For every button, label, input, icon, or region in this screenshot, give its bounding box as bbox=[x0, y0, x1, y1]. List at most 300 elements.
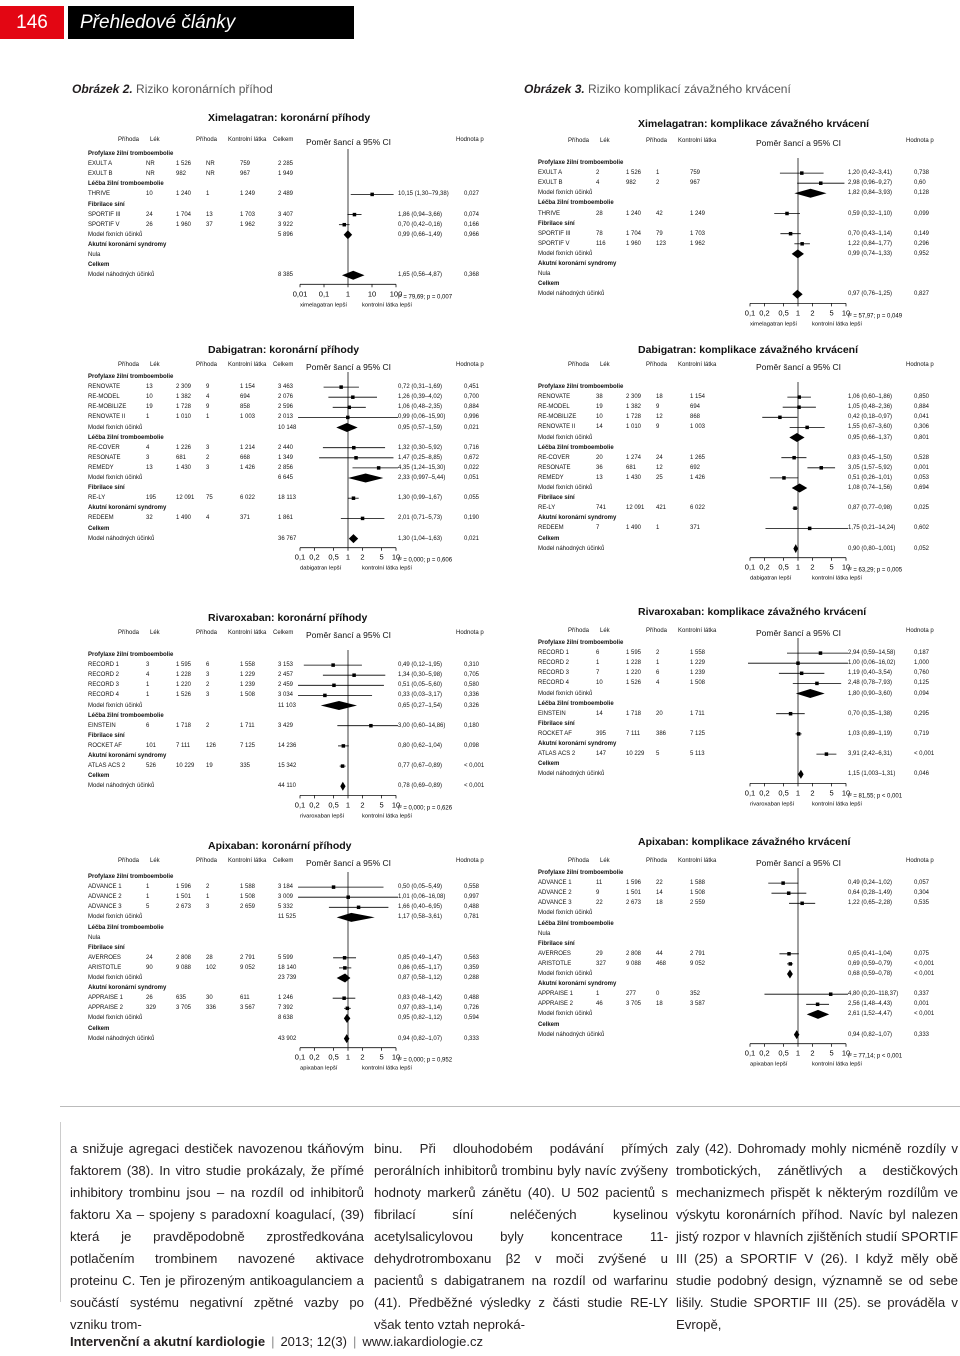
cell-a: 28 bbox=[596, 210, 603, 217]
cell-label: RENOVATE II bbox=[88, 414, 126, 421]
cell-ci: 1,20 (0,42–3,41) bbox=[848, 170, 893, 177]
pooled-diamond bbox=[344, 230, 352, 239]
cell-d: 1 703 bbox=[240, 211, 256, 218]
cell-d: 611 bbox=[240, 995, 250, 1002]
cell-p: 0,051 bbox=[464, 475, 480, 481]
favours-left-label: apixaban lepší bbox=[300, 1065, 338, 1072]
cell-label: Profylaxe žilní tromboembolie bbox=[538, 870, 624, 876]
cell-d: 1 962 bbox=[690, 240, 706, 247]
column-header: Poměr šancí a 95% CI bbox=[756, 362, 842, 372]
cell-label: RENOVATE II bbox=[538, 424, 576, 431]
tick-label: 0,5 bbox=[328, 552, 339, 562]
cell-e: 2 457 bbox=[278, 672, 294, 679]
point-estimate bbox=[793, 506, 797, 510]
cell-b: 635 bbox=[176, 995, 187, 1002]
cell-label: EINSTEIN bbox=[88, 722, 116, 729]
tick-label: 0,5 bbox=[778, 788, 789, 798]
cell-label: RENOVATE bbox=[88, 384, 121, 391]
cell-p: 0,996 bbox=[464, 414, 480, 421]
cell-a: 20 bbox=[596, 454, 603, 461]
cell-label: RE-LY bbox=[88, 495, 106, 502]
cell-b: 10 229 bbox=[176, 763, 195, 770]
favours-left-label: rivaroxaban lepší bbox=[750, 801, 795, 808]
point-estimate bbox=[785, 212, 789, 216]
cell-a: 13 bbox=[596, 474, 603, 481]
cell-ci: 0,83 (0,48–1,42) bbox=[398, 995, 443, 1002]
cell-label: RE-COVER bbox=[538, 454, 570, 461]
cell-d: 858 bbox=[240, 404, 251, 411]
cell-b: 7 111 bbox=[626, 730, 641, 737]
cell-label: Model náhodných účinků bbox=[538, 1031, 605, 1038]
cell-p: 0,781 bbox=[464, 914, 480, 921]
cell-ci: 1,86 (0,94–3,66) bbox=[398, 211, 443, 218]
pooled-diamond bbox=[787, 970, 793, 979]
tick-label: 5 bbox=[829, 562, 834, 572]
cell-label: Fibrilace síní bbox=[538, 940, 575, 947]
cell-label: SPORTIF III bbox=[88, 211, 121, 218]
cell-label: Profylaxe žilní tromboembolie bbox=[88, 374, 174, 380]
point-estimate bbox=[352, 496, 356, 500]
point-estimate bbox=[789, 712, 793, 716]
cell-d: 9 052 bbox=[240, 964, 256, 971]
cell-d: 1 558 bbox=[240, 662, 256, 669]
cell-e: 15 342 bbox=[278, 763, 297, 770]
cell-ci: 1,05 (0,48–2,36) bbox=[848, 404, 893, 411]
cell-d: 1 426 bbox=[240, 464, 256, 471]
favours-left-label: dabigatran lepší bbox=[300, 565, 342, 572]
cell-d: 1 711 bbox=[240, 722, 255, 729]
cell-label: Léčba žilní tromboembolie bbox=[538, 444, 614, 451]
column-header: Lék bbox=[150, 858, 160, 864]
cell-label: RESONATE bbox=[538, 464, 571, 471]
cell-d: 9 052 bbox=[690, 960, 706, 967]
cell-p: 0,488 bbox=[464, 995, 480, 1002]
pooled-diamond bbox=[794, 1030, 800, 1039]
point-estimate bbox=[797, 732, 801, 736]
cell-ci: 0,87 (0,58–1,12) bbox=[398, 975, 443, 981]
cell-b: 1 526 bbox=[176, 692, 192, 699]
cell-e: 3 009 bbox=[278, 894, 294, 901]
cell-c: 79 bbox=[656, 230, 663, 237]
point-estimate bbox=[332, 684, 336, 688]
tick-label: 1 bbox=[795, 562, 801, 572]
point-estimate bbox=[782, 476, 786, 480]
tick-label: 0,01 bbox=[292, 289, 308, 299]
cell-c: 44 bbox=[656, 950, 663, 957]
cell-ci: 0,77 (0,67–0,89) bbox=[398, 763, 443, 770]
cell-label: Celkem bbox=[88, 262, 110, 269]
cell-label: ADVANCE 1 bbox=[538, 880, 572, 887]
cell-p: 0,580 bbox=[464, 682, 480, 689]
cell-c: 1 bbox=[656, 525, 660, 532]
column-header: Kontrolní látka bbox=[678, 858, 717, 864]
cell-label: Fibrilace síní bbox=[538, 720, 575, 727]
pooled-diamond bbox=[337, 913, 375, 922]
cell-label: Léčba žilní tromboembolie bbox=[538, 200, 614, 207]
cell-b: 982 bbox=[626, 180, 637, 187]
column-header: Poměr šancí a 95% CI bbox=[306, 630, 392, 640]
point-estimate bbox=[800, 171, 804, 175]
cell-label: Léčba žilní tromboembolie bbox=[538, 920, 614, 927]
tick-label: 10 bbox=[841, 1048, 851, 1058]
cell-p: 0,125 bbox=[914, 680, 930, 687]
cell-c: 12 bbox=[656, 414, 663, 421]
column-header: Hodnota p bbox=[906, 138, 934, 144]
cell-p: 0,563 bbox=[464, 954, 480, 961]
favours-left-label: rivaroxaban lepší bbox=[300, 813, 345, 820]
column-header: Příhoda bbox=[568, 362, 590, 368]
cell-ci: 0,70 (0,43–1,14) bbox=[848, 230, 893, 237]
cell-label: Profylaxe žilní tromboembolie bbox=[538, 160, 624, 166]
cell-a: 3 bbox=[146, 662, 150, 669]
heterogeneity-label: I² = 57,97; p = 0,049 bbox=[848, 313, 903, 320]
cell-d: 1 508 bbox=[690, 680, 706, 687]
column-header: Kontrolní látka bbox=[228, 858, 267, 864]
cell-label: Léčba žilní tromboembolie bbox=[88, 181, 164, 188]
section-title: Přehledové články bbox=[68, 6, 354, 39]
cell-label: Nula bbox=[88, 252, 101, 258]
cell-p: 0,368 bbox=[464, 272, 480, 279]
cell-ci: 1,01 (0,06–16,08) bbox=[398, 894, 446, 901]
tick-label: 0,2 bbox=[309, 552, 320, 562]
cell-p: 0,726 bbox=[464, 1005, 480, 1012]
cell-label: Model fixních účinků bbox=[88, 1015, 143, 1022]
point-estimate bbox=[797, 395, 801, 399]
cell-ci: 2,61 (1,52–4,47) bbox=[848, 1011, 893, 1018]
cell-label: Model náhodných účinků bbox=[88, 535, 155, 542]
tick-label: 1 bbox=[795, 308, 801, 318]
column-header: Celkem bbox=[273, 858, 294, 864]
cell-d: 2 791 bbox=[240, 954, 256, 961]
cell-c: 4 bbox=[656, 680, 660, 687]
cell-label: Model fixních účinků bbox=[538, 910, 593, 917]
column-header: Příhoda bbox=[196, 858, 218, 864]
cell-p: 0,310 bbox=[464, 662, 480, 669]
cell-p: 0,738 bbox=[914, 170, 930, 177]
tick-label: 5 bbox=[829, 308, 834, 318]
pooled-diamond bbox=[349, 534, 358, 543]
cell-b: 1 718 bbox=[626, 710, 642, 717]
cell-b: 1 228 bbox=[176, 672, 192, 679]
cell-p: 0,594 bbox=[464, 1015, 480, 1022]
cell-a: 195 bbox=[146, 495, 157, 502]
cell-d: 2 559 bbox=[690, 900, 706, 907]
cell-c: 3 bbox=[206, 464, 210, 471]
cell-label: Fibrilace síní bbox=[88, 732, 125, 739]
cell-label: ADVANCE 3 bbox=[538, 900, 572, 907]
cell-p: 0,099 bbox=[914, 210, 930, 217]
pooled-diamond bbox=[796, 689, 825, 698]
cell-ci: 1,47 (0,25–8,85) bbox=[398, 454, 443, 461]
tick-label: 10 bbox=[841, 308, 851, 318]
cell-label: EXULT B bbox=[538, 180, 563, 187]
point-estimate bbox=[357, 906, 361, 910]
cell-b: 277 bbox=[626, 991, 637, 998]
tick-label: 1 bbox=[345, 800, 351, 810]
cell-p: 0,027 bbox=[464, 191, 480, 198]
cell-p: 0,827 bbox=[914, 291, 930, 298]
tick-label: 5 bbox=[829, 788, 834, 798]
cell-b: 2 309 bbox=[626, 394, 642, 401]
cell-a: 14 bbox=[596, 710, 603, 717]
cell-d: 1 229 bbox=[690, 660, 706, 667]
heterogeneity-label: I² = 63,29; p = 0,005 bbox=[848, 567, 903, 574]
cell-p: 0,451 bbox=[464, 384, 480, 391]
cell-label: Nula bbox=[88, 934, 101, 941]
tick-label: 0,1 bbox=[294, 552, 306, 562]
cell-label: RECORD 1 bbox=[88, 662, 120, 669]
point-estimate bbox=[342, 744, 346, 748]
point-estimate bbox=[331, 663, 335, 667]
cell-c: 18 bbox=[656, 394, 663, 401]
cell-b: 1 960 bbox=[626, 240, 642, 247]
column-header: Poměr šancí a 95% CI bbox=[756, 628, 842, 638]
cell-label: Akutní koronární syndromy bbox=[538, 741, 617, 747]
cell-label: APPRAISE 1 bbox=[538, 991, 574, 998]
tick-label: 0,2 bbox=[759, 308, 770, 318]
cell-d: 5 113 bbox=[690, 751, 705, 758]
point-estimate bbox=[339, 385, 343, 389]
cell-p: 0,672 bbox=[464, 454, 480, 461]
cell-label: Akutní koronární syndromy bbox=[538, 261, 617, 267]
column-header: Hodnota p bbox=[456, 137, 484, 143]
column-header: Příhoda bbox=[118, 362, 140, 368]
cell-b: 1 220 bbox=[176, 682, 192, 689]
cell-ci: 0,42 (0,18–0,97) bbox=[848, 414, 893, 421]
cell-c: 24 bbox=[656, 454, 663, 461]
cell-p: 0,850 bbox=[914, 394, 930, 401]
cell-c: 30 bbox=[206, 995, 213, 1002]
cell-d: 692 bbox=[690, 464, 701, 471]
point-estimate bbox=[352, 446, 356, 450]
cell-a: 3 bbox=[146, 454, 150, 461]
cell-p: 0,128 bbox=[914, 190, 930, 197]
cell-label: Fibrilace síní bbox=[88, 944, 125, 951]
cell-label: Profylaxe žilní tromboembolie bbox=[88, 874, 174, 880]
favours-right-label: kontrolní látka lepší bbox=[812, 1061, 862, 1068]
cell-ci: 0,95 (0,82–1,12) bbox=[398, 1015, 443, 1022]
cell-a: 1 bbox=[146, 884, 150, 891]
cell-c: 5 bbox=[656, 751, 660, 758]
cell-ci: 3,91 (2,42–6,31) bbox=[848, 751, 893, 758]
cell-c: 3 bbox=[206, 692, 210, 699]
tick-label: 0,1 bbox=[744, 562, 756, 572]
column-header: Kontrolní látka bbox=[678, 362, 717, 368]
cell-d: 1 558 bbox=[690, 650, 706, 657]
column-header: Příhoda bbox=[118, 858, 140, 864]
cell-a: 36 bbox=[596, 464, 603, 471]
column-header: Hodnota p bbox=[456, 858, 484, 864]
cell-label: Model náhodných účinků bbox=[88, 1035, 155, 1042]
cell-label: REDEEM bbox=[88, 515, 114, 522]
cell-b: 3 705 bbox=[176, 1005, 192, 1012]
caption-text: Riziko koronárních příhod bbox=[136, 82, 273, 96]
cell-e: 3 034 bbox=[278, 692, 294, 699]
cell-e: 3 153 bbox=[278, 662, 294, 669]
cell-ci: 1,03 (0,89–1,19) bbox=[848, 730, 893, 737]
cell-label: Nula bbox=[538, 271, 551, 278]
favours-right-label: kontrolní látka lepší bbox=[362, 813, 412, 820]
cell-p: 0,052 bbox=[914, 545, 930, 552]
cell-b: 1 382 bbox=[176, 394, 192, 401]
cell-label: Celkem bbox=[88, 1025, 110, 1032]
cell-b: 1 226 bbox=[176, 444, 192, 451]
cell-d: 352 bbox=[690, 991, 701, 998]
figure-caption-2 bbox=[72, 82, 273, 96]
cell-ci: 0,69 (0,59–0,79) bbox=[848, 960, 893, 967]
cell-p: 0,055 bbox=[464, 495, 480, 502]
cell-e: 3 407 bbox=[278, 211, 294, 218]
cell-c: 18 bbox=[656, 900, 663, 907]
cell-label: Celkem bbox=[88, 525, 110, 532]
point-estimate bbox=[353, 213, 357, 217]
cell-c: 12 bbox=[656, 464, 663, 471]
cell-c: 1 bbox=[206, 414, 210, 421]
cell-a: 19 bbox=[146, 404, 153, 411]
cell-c: 9 bbox=[206, 384, 210, 391]
cell-ci: 0,50 (0,05–5,49) bbox=[398, 884, 443, 891]
cell-label: RENOVATE bbox=[538, 394, 571, 401]
tick-label: 1 bbox=[345, 1052, 351, 1062]
cell-label: Model náhodných účinků bbox=[538, 545, 605, 552]
favours-left-label: ximelagatran lepší bbox=[300, 302, 348, 309]
cell-label: Akutní koronární syndromy bbox=[538, 515, 617, 522]
chart-title: Ximelagatran: koronární příhody bbox=[208, 112, 371, 124]
cell-b: 1 704 bbox=[176, 211, 192, 218]
point-estimate bbox=[346, 895, 350, 899]
cell-e: 3 429 bbox=[278, 722, 294, 729]
cell-label: Model fixních účinků bbox=[538, 971, 593, 977]
cell-d: 1 508 bbox=[240, 692, 256, 699]
cell-a: 78 bbox=[596, 230, 603, 237]
cell-d: 2 659 bbox=[240, 904, 256, 911]
point-estimate bbox=[778, 416, 782, 420]
cell-label: ARISTOTLE bbox=[538, 960, 572, 967]
cell-b: 1 010 bbox=[626, 424, 642, 431]
cell-c: 3 bbox=[206, 904, 210, 911]
page-header bbox=[0, 6, 354, 39]
cell-a: 22 bbox=[596, 900, 603, 907]
cell-ci: 3,00 (0,60–14,86) bbox=[398, 722, 446, 729]
cell-p: 0,528 bbox=[914, 454, 930, 461]
point-estimate bbox=[829, 992, 833, 996]
cell-label: Fibrilace síní bbox=[88, 485, 125, 492]
cell-ci: 1,06 (0,60–1,86) bbox=[848, 394, 893, 401]
cell-d: 694 bbox=[690, 404, 701, 411]
cell-label: Fibrilace síní bbox=[538, 220, 575, 227]
cell-ci: 0,49 (0,24–1,02) bbox=[848, 880, 893, 887]
cell-label: Model náhodných účinků bbox=[538, 291, 605, 298]
cell-d: 1 703 bbox=[690, 230, 706, 237]
point-estimate bbox=[800, 672, 804, 676]
tick-label: 0,1 bbox=[294, 800, 306, 810]
cell-ci: 2,94 (0,59–14,58) bbox=[848, 650, 896, 657]
cell-b: 1 382 bbox=[626, 404, 642, 411]
cell-a: 32 bbox=[146, 515, 153, 522]
tick-label: 0,5 bbox=[328, 1052, 339, 1062]
cell-e: 5 332 bbox=[278, 904, 294, 911]
body-column-3: zaly (42). Dohromady mohly nicméně rozdíly v trombotických, zánětlivých a destičkových mechanizmech přispět k některým rozdílům ve výskytu koronárních příhod. Navíc byl nalezen jistý rozpor v hlavních zjištěních studií SPORTIF III (25) a SPORTIF V (26). I když měly obě studie podobný design, významně se od sebe lišily. Studie SPORTIF III (25). se prováděla v Evropě, bbox=[676, 1141, 958, 1332]
tick-label: 0,5 bbox=[778, 562, 789, 572]
cell-e: 43 902 bbox=[278, 1035, 297, 1042]
cell-a: 7 bbox=[596, 525, 600, 532]
cell-d: 1 154 bbox=[240, 384, 256, 391]
column-rule bbox=[60, 1122, 61, 1302]
cell-b: 12 091 bbox=[626, 505, 645, 512]
page-footer: Intervenční a akutní kardiologie | 2013; 12(3) | www.iakardiologie.cz bbox=[70, 1334, 484, 1349]
cell-c: 2 bbox=[206, 454, 210, 461]
cell-d: 759 bbox=[240, 161, 251, 168]
cell-ci: 0,65 (0,41–1,04) bbox=[848, 950, 893, 957]
pooled-diamond bbox=[344, 1014, 350, 1023]
pooled-diamond bbox=[792, 249, 804, 258]
cell-p: 0,001 bbox=[914, 464, 930, 471]
cell-ci: 1,22 (0,65–2,28) bbox=[848, 900, 893, 907]
cell-p: < 0,001 bbox=[464, 783, 485, 790]
cell-p: 0,884 bbox=[464, 404, 480, 411]
point-estimate bbox=[787, 952, 791, 956]
cell-ci: 2,01 (0,71–5,73) bbox=[398, 515, 443, 522]
chart-title: Dabigatran: komplikace závažného krvácení bbox=[638, 344, 859, 356]
cell-a: 526 bbox=[146, 763, 157, 770]
cell-label: RECORD 3 bbox=[88, 682, 120, 689]
cell-a: 10 bbox=[596, 414, 603, 421]
cell-a: 395 bbox=[596, 730, 607, 737]
cell-ci: 2,48 (0,78–7,93) bbox=[848, 680, 893, 687]
cell-c: 2 bbox=[206, 722, 210, 729]
cell-a: 1 bbox=[596, 991, 600, 998]
pooled-diamond bbox=[789, 433, 804, 442]
cell-ci: 0,72 (0,31–1,69) bbox=[398, 384, 443, 391]
cell-d: 1 214 bbox=[240, 444, 256, 451]
point-estimate bbox=[789, 232, 793, 236]
cell-label: Profylaxe žilní tromboembolie bbox=[538, 384, 624, 390]
cell-ci: 0,68 (0,59–0,78) bbox=[848, 971, 893, 977]
cell-a: 26 bbox=[146, 995, 153, 1002]
tick-label: 100 bbox=[389, 289, 403, 299]
cell-ci: 0,59 (0,32–1,10) bbox=[848, 210, 893, 217]
cell-c: 1 bbox=[656, 660, 660, 667]
cell-c: 2 bbox=[656, 180, 660, 187]
column-header: Kontrolní látka bbox=[678, 628, 717, 634]
tick-label: 1 bbox=[345, 552, 351, 562]
cell-p: 0,488 bbox=[464, 904, 480, 911]
column-header: Příhoda bbox=[646, 858, 668, 864]
cell-p: 0,535 bbox=[914, 900, 930, 907]
cell-p: 0,149 bbox=[914, 230, 930, 237]
pooled-diamond bbox=[807, 1010, 829, 1019]
cell-label: RESONATE bbox=[88, 454, 121, 461]
column-header: Lék bbox=[150, 137, 160, 143]
cell-p: 0,997 bbox=[464, 894, 480, 901]
cell-p: 0,333 bbox=[914, 1031, 930, 1038]
caption-label: Obrázek 2. bbox=[72, 82, 133, 96]
cell-p: 0,057 bbox=[914, 880, 930, 887]
pooled-diamond bbox=[794, 189, 826, 198]
cell-p: 0,053 bbox=[914, 474, 930, 481]
cell-ci: 1,80 (0,90–3,60) bbox=[848, 690, 893, 697]
cell-label: Model fixních účinků bbox=[538, 690, 593, 697]
cell-ci: 4,80 (0,20–118,37) bbox=[848, 991, 899, 998]
column-header: Poměr šancí a 95% CI bbox=[306, 858, 392, 868]
tick-label: 1 bbox=[345, 289, 351, 299]
cell-b: 681 bbox=[626, 464, 637, 471]
cell-c: 9 bbox=[656, 424, 660, 431]
cell-d: 1 588 bbox=[240, 884, 256, 891]
cell-p: 0,304 bbox=[914, 890, 930, 897]
cell-c: NR bbox=[206, 171, 215, 178]
cell-label: Celkem bbox=[538, 761, 560, 768]
